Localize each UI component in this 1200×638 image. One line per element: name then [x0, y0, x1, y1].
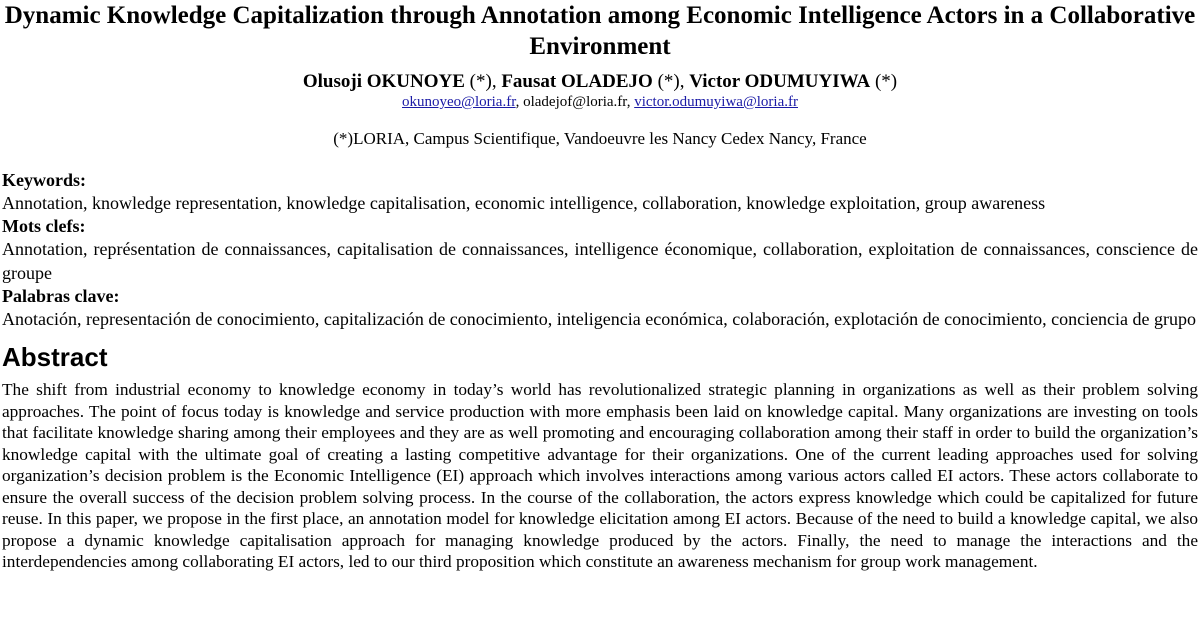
abstract-body: The shift from industrial economy to knowledge economy in today’s world has revolutionalized strategic planning in organizations as well as their problem solving approaches. The point of focus today is knowledge and service production with more emphasis been laid on knowledge capital. Many organizations are investing on tools that facilitate knowledge sharing among their employees and they are as well promoting and encouraging collaboration among their staff in order to build the organization’s knowledge capital with the ultimate goal of creating a lasting competitive advantage for their organizations. One of the current leading approaches used for solving organization’s decision problem is the Economic Intelligence (EI) approach which involves interactions among various actors called EI actors. These actors collaborate to ensure the overall success of the decision problem solving process. In the course of the collaboration, the actors express knowledge which could be capitalized for future reuse. In this paper, we propose in the first place, an annotation model for knowledge elicitation among EI actors. Because of the need to build a knowledge capital, we also propose a dynamic knowledge capitalisation approach for managing knowledge produced by the actors. Finally, the need to manage the interactions and the interdependencies among collaborating EI actors, led to our third proposition which constitute an awareness mechanism for group work management. [2, 380, 1198, 571]
author-name: Fausat OLADEJO [501, 71, 653, 92]
author-affil-mark: (*) [652, 71, 680, 92]
email-link[interactable]: victor.odumuyiwa@loria.fr [634, 94, 798, 110]
keywords-text-fr: Annotation, représentation de connaissances, capitalisation de connaissances, intelligence économique, collaboration, exploitation de connaissances, conscience de groupe [2, 239, 1198, 283]
author-affil-mark: (*) [464, 71, 492, 92]
author-emails: okunoyeo@loria.fr, oladejof@loria.fr, victor.odumuyiwa@loria.fr [402, 94, 798, 110]
abstract-heading: Abstract [2, 342, 108, 372]
affiliation: (*)LORIA, Campus Scientifique, Vandoeuvre les Nancy Cedex Nancy, France [333, 129, 867, 148]
keywords-text-es: Anotación, representación de conocimiento, capitalización de conocimiento, inteligencia económica, colaboración, explotación de conocimiento, conciencia de grupo [2, 309, 1197, 329]
author-list: Olusoji OKUNOYE (*), Fausat OLADEJO (*), Victor ODUMUYIWA (*) [302, 71, 898, 92]
keywords-text-en: Annotation, knowledge representation, knowledge capitalisation, economic intelligence, collaboration, knowledge exploitation, group awareness [2, 193, 1046, 213]
author-name: Victor ODUMUYIWA [689, 71, 871, 92]
paper-title: Dynamic Knowledge Capitalization through Annotation among Economic Intelligence Actors in a Collaborative Environment [4, 2, 1196, 60]
keywords-heading-en: Keywords: [2, 170, 86, 190]
email-text: oladejof@loria.fr [523, 94, 627, 110]
keywords-heading-fr: Mots clefs: [2, 216, 86, 236]
author-name: Olusoji OKUNOYE [302, 71, 465, 92]
keywords-heading-es: Palabras clave: [2, 286, 120, 306]
email-link[interactable]: okunoyeo@loria.fr [402, 94, 516, 110]
keywords-section [2, 169, 1198, 331]
author-affil-mark: (*) [870, 71, 898, 92]
